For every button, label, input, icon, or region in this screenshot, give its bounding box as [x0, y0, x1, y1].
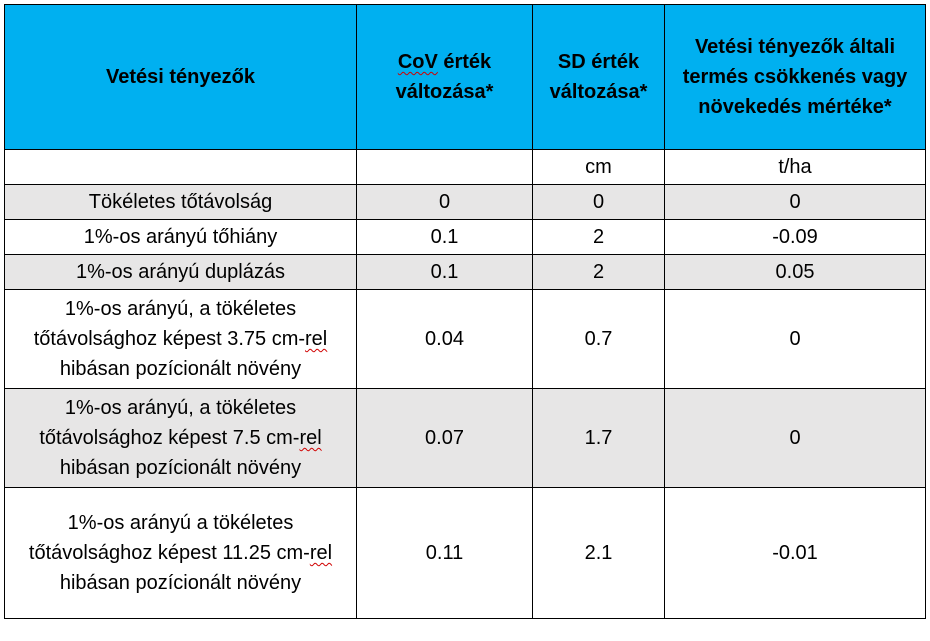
unit-cell	[357, 150, 533, 185]
yield-value: 0.05	[665, 255, 926, 290]
sd-value: 2	[533, 220, 665, 255]
row-label: 1%-os arányú a tökéletes tőtávolsághoz képest 11.25 cm-rel hibásan pozícionált növény	[5, 488, 357, 619]
yield-value: -0.09	[665, 220, 926, 255]
sd-value: 1.7	[533, 389, 665, 488]
units-row	[5, 150, 926, 185]
sd-value: 0.7	[533, 290, 665, 389]
row-label: 1%-os arányú duplázás	[5, 255, 357, 290]
sd-value: 0	[533, 185, 665, 220]
table-row	[5, 220, 926, 255]
unit-cell: cm	[533, 150, 665, 185]
row-label: 1%-os arányú, a tökéletes tőtávolsághoz képest 3.75 cm-rel hibásan pozícionált növény	[5, 290, 357, 389]
header-factors: Vetési tényezők	[5, 5, 357, 150]
cov-value: 0.1	[357, 220, 533, 255]
yield-value: -0.01	[665, 488, 926, 619]
row-label: Tökéletes tőtávolság	[5, 185, 357, 220]
table-row	[5, 185, 926, 220]
yield-value: 0	[665, 290, 926, 389]
unit-cell: t/ha	[665, 150, 926, 185]
header-cov: CoV érték változása*	[357, 5, 533, 150]
row-label: 1%-os arányú, a tökéletes tőtávolsághoz képest 7.5 cm-rel hibásan pozícionált növény	[5, 389, 357, 488]
cov-value: 0.11	[357, 488, 533, 619]
table-row	[5, 255, 926, 290]
sd-value: 2.1	[533, 488, 665, 619]
yield-value: 0	[665, 185, 926, 220]
cov-value: 0.04	[357, 290, 533, 389]
table-row	[5, 389, 926, 488]
sd-value: 2	[533, 255, 665, 290]
row-label: 1%-os arányú tőhiány	[5, 220, 357, 255]
data-table	[4, 4, 926, 619]
cov-value: 0	[357, 185, 533, 220]
unit-cell	[5, 150, 357, 185]
header-row	[5, 5, 926, 150]
header-yield: Vetési tényezők általi termés csökkenés vagy növekedés mértéke*	[665, 5, 926, 150]
header-sd: SD érték változása*	[533, 5, 665, 150]
cov-value: 0.1	[357, 255, 533, 290]
table-row	[5, 290, 926, 389]
table-row	[5, 488, 926, 619]
yield-value: 0	[665, 389, 926, 488]
cov-value: 0.07	[357, 389, 533, 488]
